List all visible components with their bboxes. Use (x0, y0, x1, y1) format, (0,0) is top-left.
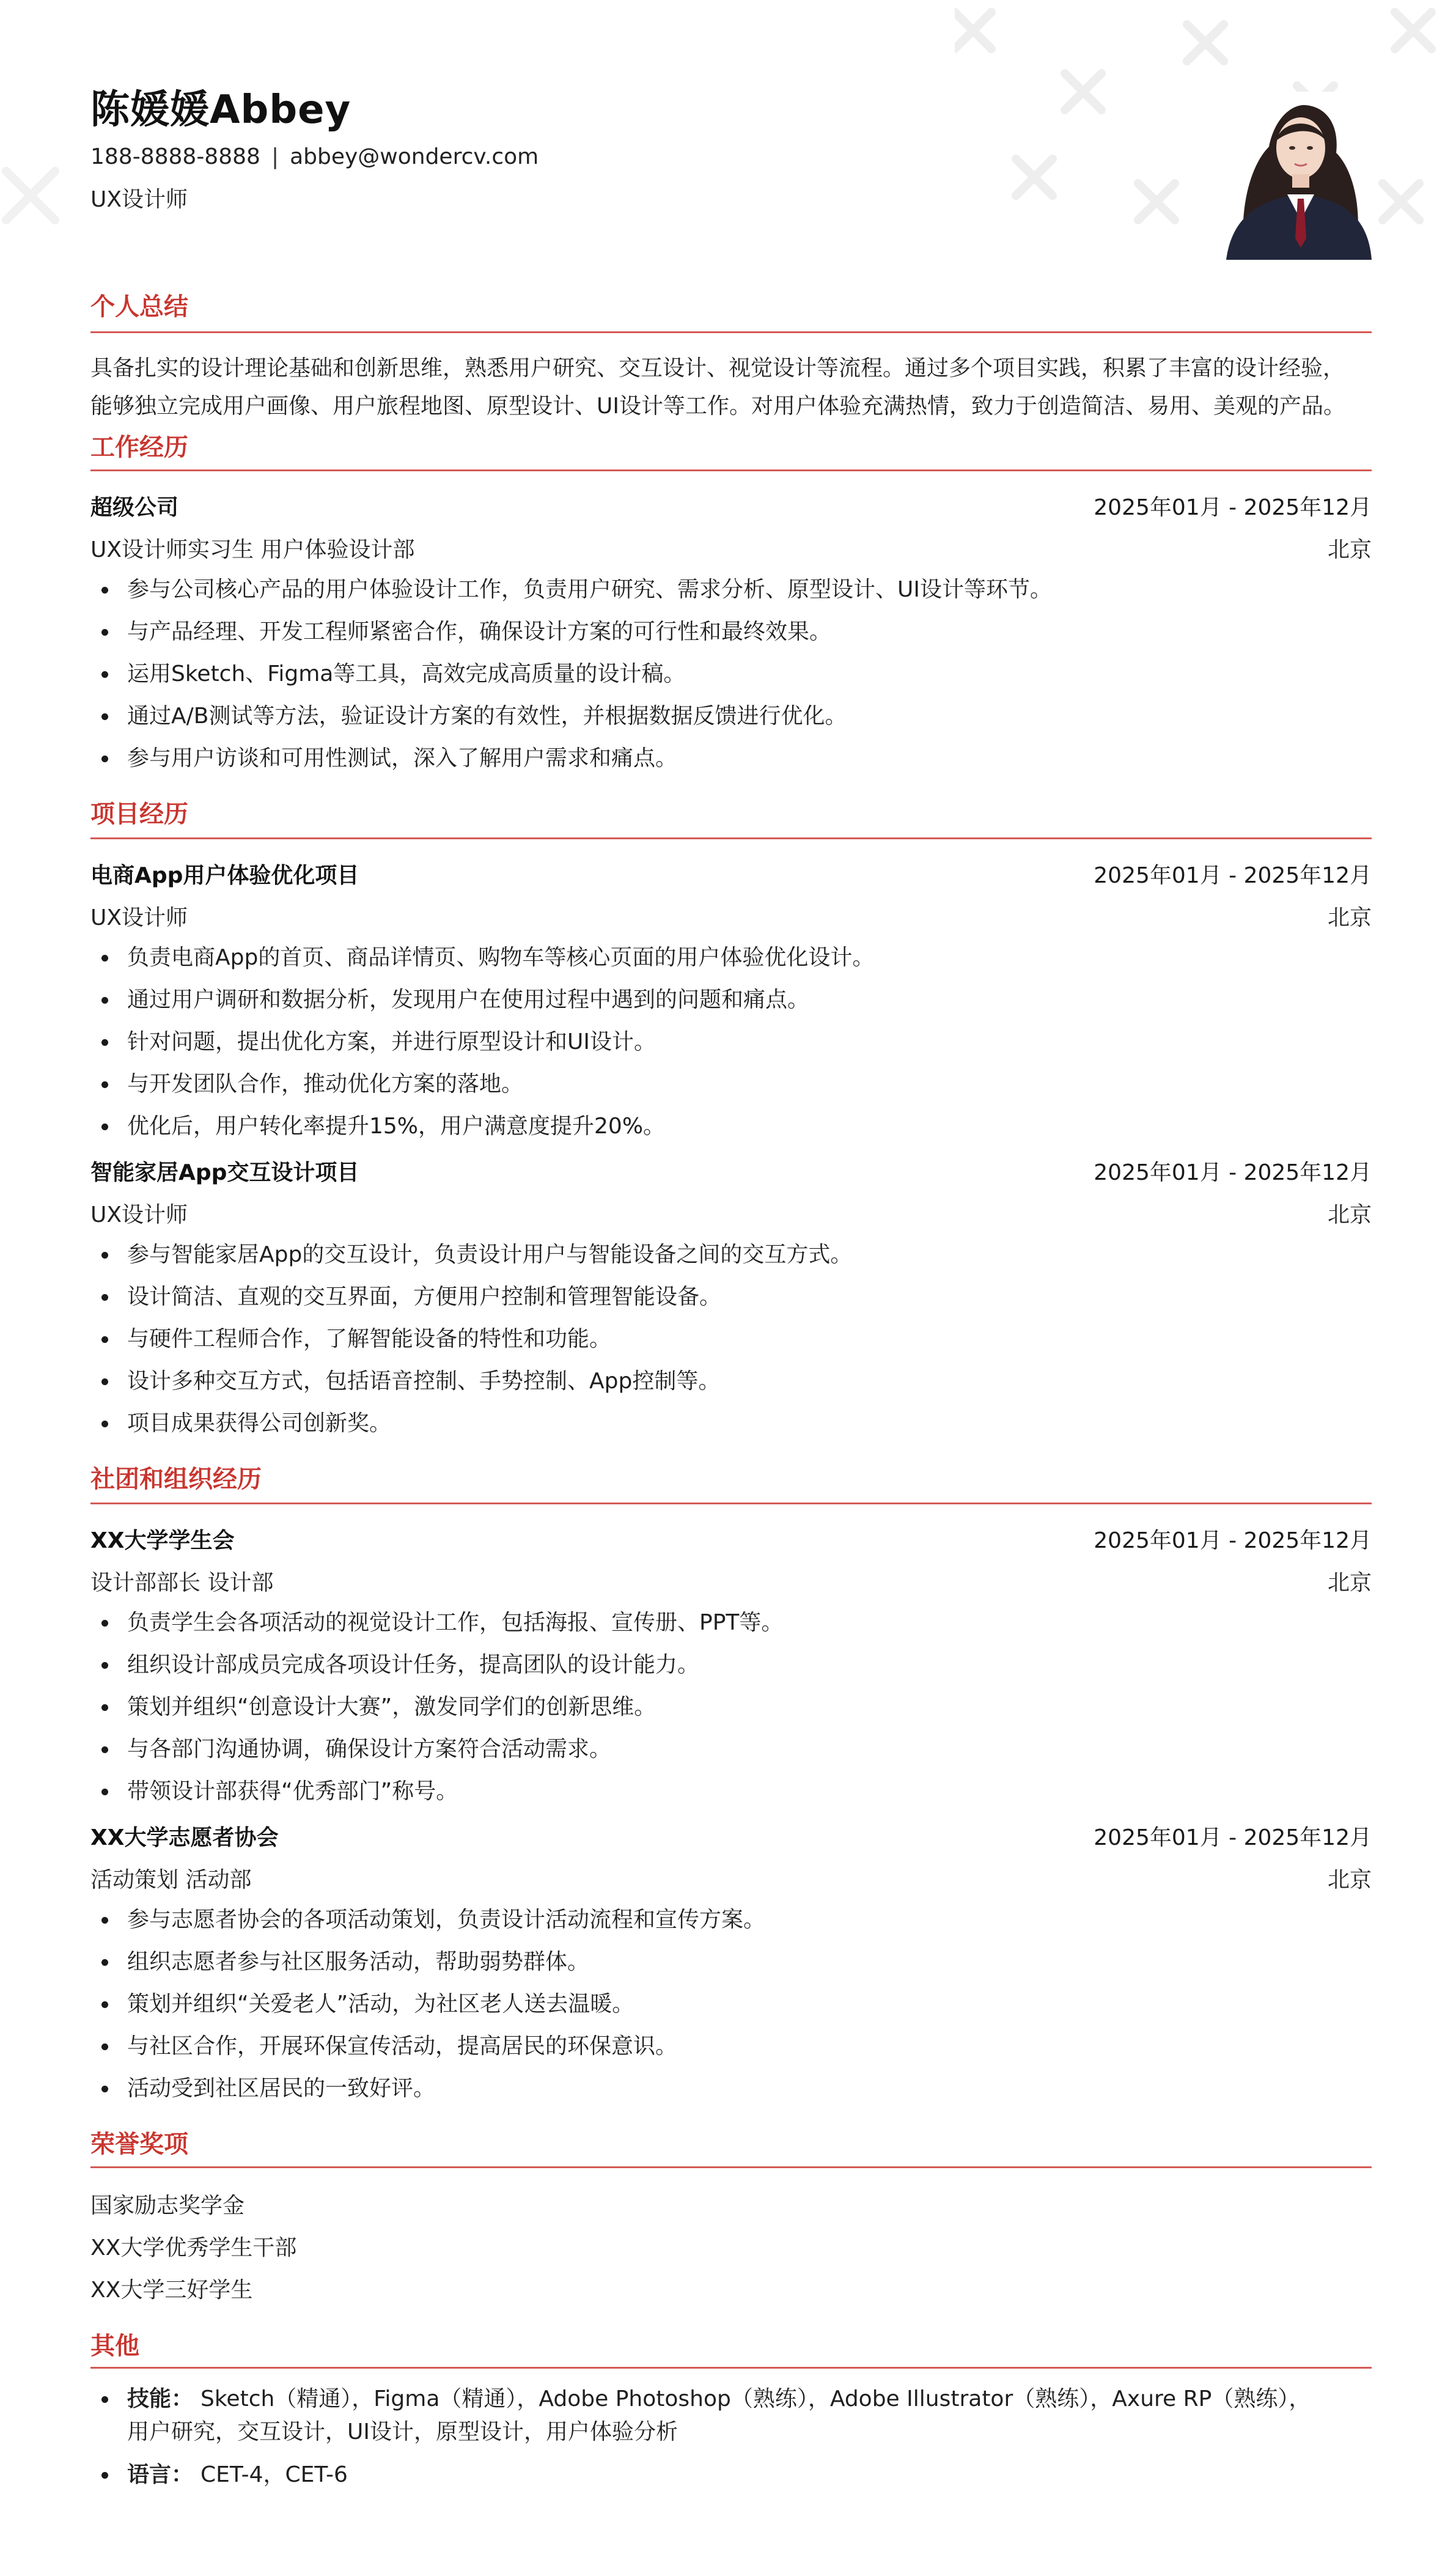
entry-org: XX大学学生会 (90, 1528, 235, 1553)
entry-date: 2025年01月 - 2025年12月 (1094, 1825, 1372, 1850)
section-title-projects: 项目经历 (90, 800, 188, 828)
bullet-item: 针对问题，提出优化方案，并进行原型设计和UI设计。 (90, 1021, 1372, 1063)
entry-location: 北京 (1327, 537, 1372, 562)
skills-label: 技能： (127, 2386, 194, 2411)
email-address: abbey@wondercv.com (290, 144, 539, 169)
bullet-item: 组织志愿者参与社区服务活动，帮助弱势群体。 (90, 1941, 1372, 1983)
entry-location: 北京 (1327, 905, 1372, 930)
bullet-item: 参与智能家居App的交互设计，负责设计用户与智能设备之间的交互方式。 (90, 1234, 1372, 1276)
bullet-item: 通过A/B测试等方法，验证设计方案的有效性，并根据数据反馈进行优化。 (90, 695, 1372, 737)
summary-line: 能够独立完成用户画像、用户旅程地图、原型设计、UI设计等工作。对用户体验充满热情，致力于创造简洁、易用、美观的产品。 (90, 394, 1345, 419)
award-item: 国家励志奖学金 (90, 2193, 245, 2218)
section-divider (90, 2166, 1372, 2168)
award-item: XX大学三好学生 (90, 2278, 253, 2303)
bullet-item: 策划并组织“关爱老人”活动，为社区老人送去温暖。 (90, 1983, 1372, 2025)
entry-bullets (90, 936, 1372, 1147)
profile-photo (1226, 92, 1372, 260)
section-divider (90, 837, 1372, 839)
candidate-name: 陈媛媛Abbey (90, 87, 351, 133)
entry-org: XX大学志愿者协会 (90, 1825, 279, 1850)
entry-date: 2025年01月 - 2025年12月 (1094, 495, 1372, 520)
bullet-item: 与产品经理、开发工程师紧密合作，确保设计方案的可行性和最终效果。 (90, 611, 1372, 653)
entry-org: 电商App用户体验优化项目 (90, 863, 359, 888)
entry-role: 设计部部长 设计部 (90, 1570, 274, 1595)
bullet-item: 优化后，用户转化率提升15%，用户满意度提升20%。 (90, 1105, 1372, 1147)
phone-number: 188-8888-8888 (90, 144, 260, 169)
entry-org: 智能家居App交互设计项目 (90, 1160, 359, 1185)
bullet-item: 与社区合作，开展环保宣传活动，提高居民的环保意识。 (90, 2025, 1372, 2067)
skills-item (90, 2383, 1372, 2449)
bullet-item: 活动受到社区居民的一致好评。 (90, 2067, 1372, 2109)
entry-bullets (90, 568, 1372, 779)
section-title-other: 其他 (90, 2332, 139, 2360)
target-role: UX设计师 (90, 187, 188, 212)
summary-line: 具备扎实的设计理论基础和创新思维，熟悉用户研究、交互设计、视觉设计等流程。通过多个项目实践，积累了丰富的设计经验， (90, 356, 1345, 381)
entry-location: 北京 (1327, 1867, 1372, 1892)
entry-bullets (90, 1899, 1372, 2109)
bullet-item: 与硬件工程师合作，了解智能设备的特性和功能。 (90, 1318, 1372, 1360)
background-pattern-left (0, 159, 98, 269)
section-divider (90, 331, 1372, 333)
entry-location: 北京 (1327, 1570, 1372, 1595)
other-list (90, 2383, 1372, 2492)
entry-role: UX设计师实习生 用户体验设计部 (90, 537, 415, 562)
section-title-awards: 荣誉奖项 (90, 2130, 188, 2158)
section-title-clubs: 社团和组织经历 (90, 1465, 262, 1493)
bullet-item: 与各部门沟通协调，确保设计方案符合活动需求。 (90, 1728, 1372, 1770)
skills-value: Sketch（精通），Figma（精通），Adobe Photoshop（熟练），Adobe Illustrator（熟练），Axure RP（熟练）， (200, 2386, 1311, 2411)
entry-bullets (90, 1234, 1372, 1444)
entry-location: 北京 (1327, 1202, 1372, 1227)
entry-date: 2025年01月 - 2025年12月 (1094, 1160, 1372, 1185)
bullet-item: 策划并组织“创意设计大赛”，激发同学们的创新思维。 (90, 1686, 1372, 1728)
bullet-item: 负责电商App的首页、商品详情页、购物车等核心页面的用户体验优化设计。 (90, 936, 1372, 979)
language-item (90, 2459, 1372, 2492)
bullet-item: 组织设计部成员完成各项设计任务，提高团队的设计能力。 (90, 1644, 1372, 1686)
bullet-item: 通过用户调研和数据分析，发现用户在使用过程中遇到的问题和痛点。 (90, 979, 1372, 1021)
entry-bullets (90, 1602, 1372, 1812)
section-divider (90, 469, 1372, 471)
bullet-item: 带领设计部获得“优秀部门”称号。 (90, 1770, 1372, 1812)
bullet-item: 参与志愿者协会的各项活动策划，负责设计活动流程和宣传方案。 (90, 1899, 1372, 1941)
bullet-item: 项目成果获得公司创新奖。 (90, 1402, 1372, 1444)
entry-date: 2025年01月 - 2025年12月 (1094, 863, 1372, 888)
entry-org: 超级公司 (90, 495, 179, 520)
skills-value-continued: 用户研究，交互设计，UI设计，原型设计，用户体验分析 (127, 2419, 678, 2444)
entry-role: 活动策划 活动部 (90, 1867, 252, 1892)
background-pattern (955, 0, 1456, 281)
bullet-item: 负责学生会各项活动的视觉设计工作，包括海报、宣传册、PPT等。 (90, 1602, 1372, 1644)
section-divider (90, 2367, 1372, 2369)
section-title-summary: 个人总结 (90, 293, 188, 321)
summary-text (90, 350, 1372, 425)
language-value: CET-4，CET-6 (200, 2462, 348, 2487)
entry-role: UX设计师 (90, 1202, 188, 1227)
bullet-item: 设计简洁、直观的交互界面，方便用户控制和管理智能设备。 (90, 1276, 1372, 1318)
bullet-item: 参与用户访谈和可用性测试，深入了解用户需求和痛点。 (90, 737, 1372, 779)
language-label: 语言： (127, 2462, 194, 2487)
contact-separator: | (271, 144, 279, 169)
award-item: XX大学优秀学生干部 (90, 2235, 297, 2260)
entry-date: 2025年01月 - 2025年12月 (1094, 1528, 1372, 1553)
section-divider (90, 1503, 1372, 1504)
bullet-item: 与开发团队合作，推动优化方案的落地。 (90, 1063, 1372, 1105)
entry-role: UX设计师 (90, 905, 188, 930)
bullet-item: 参与公司核心产品的用户体验设计工作，负责用户研究、需求分析、原型设计、UI设计等环节。 (90, 568, 1372, 611)
bullet-item: 运用Sketch、Figma等工具，高效完成高质量的设计稿。 (90, 653, 1372, 695)
section-title-work: 工作经历 (90, 433, 188, 462)
bullet-item: 设计多种交互方式，包括语音控制、手势控制、App控制等。 (90, 1360, 1372, 1402)
contact-line (90, 144, 539, 169)
